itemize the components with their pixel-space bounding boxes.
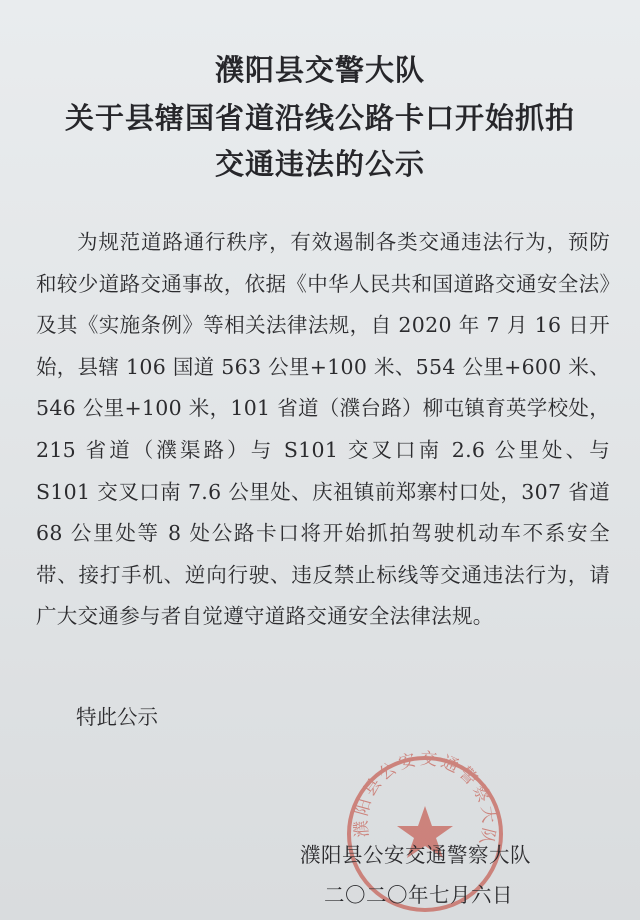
body-paragraph: 为规范道路通行秩序，有效遏制各类交通违法行为，预防和较少道路交通事故，依据《中华人民共和国道路交通安全法》及其《实施条例》等相关法律法规，自 2020 年 7 月 16 日开始，县辖 106 国道 563 公里+100 米、554 公里+600 米、546 公里+100 米，101 省道（濮台路）柳屯镇育英学校处，215 省道（濮渠路）与 S101 交叉口南 2.6 公里处、与 S101 交叉口南 7.6 公里处、庆祖镇前郑寨村口处，307 省道 68 公里处等 8 处公路卡口将开始抓拍驾驶机动车不系安全带、接打手机、逆向行驶、违反禁止标线等交通违法行为，请广大交通参与者自觉遵守道路交通安全法律法规。 <box>36 230 611 629</box>
closing-text: 特此公示 <box>76 705 158 729</box>
signature-text: 濮阳县公安交通警察大队 <box>300 843 531 867</box>
document-title-line-2: 关于县辖国省道沿线公路卡口开始抓拍 <box>64 101 575 135</box>
seal-text: 濮阳县公安交通警察大队 <box>351 749 499 850</box>
date-text: 二〇二〇年七月六日 <box>324 883 513 907</box>
document-title-line-3: 交通违法的公示 <box>214 147 425 181</box>
document-body <box>36 222 610 638</box>
document-title-line-1: 濮阳县交警大队 <box>214 53 425 87</box>
